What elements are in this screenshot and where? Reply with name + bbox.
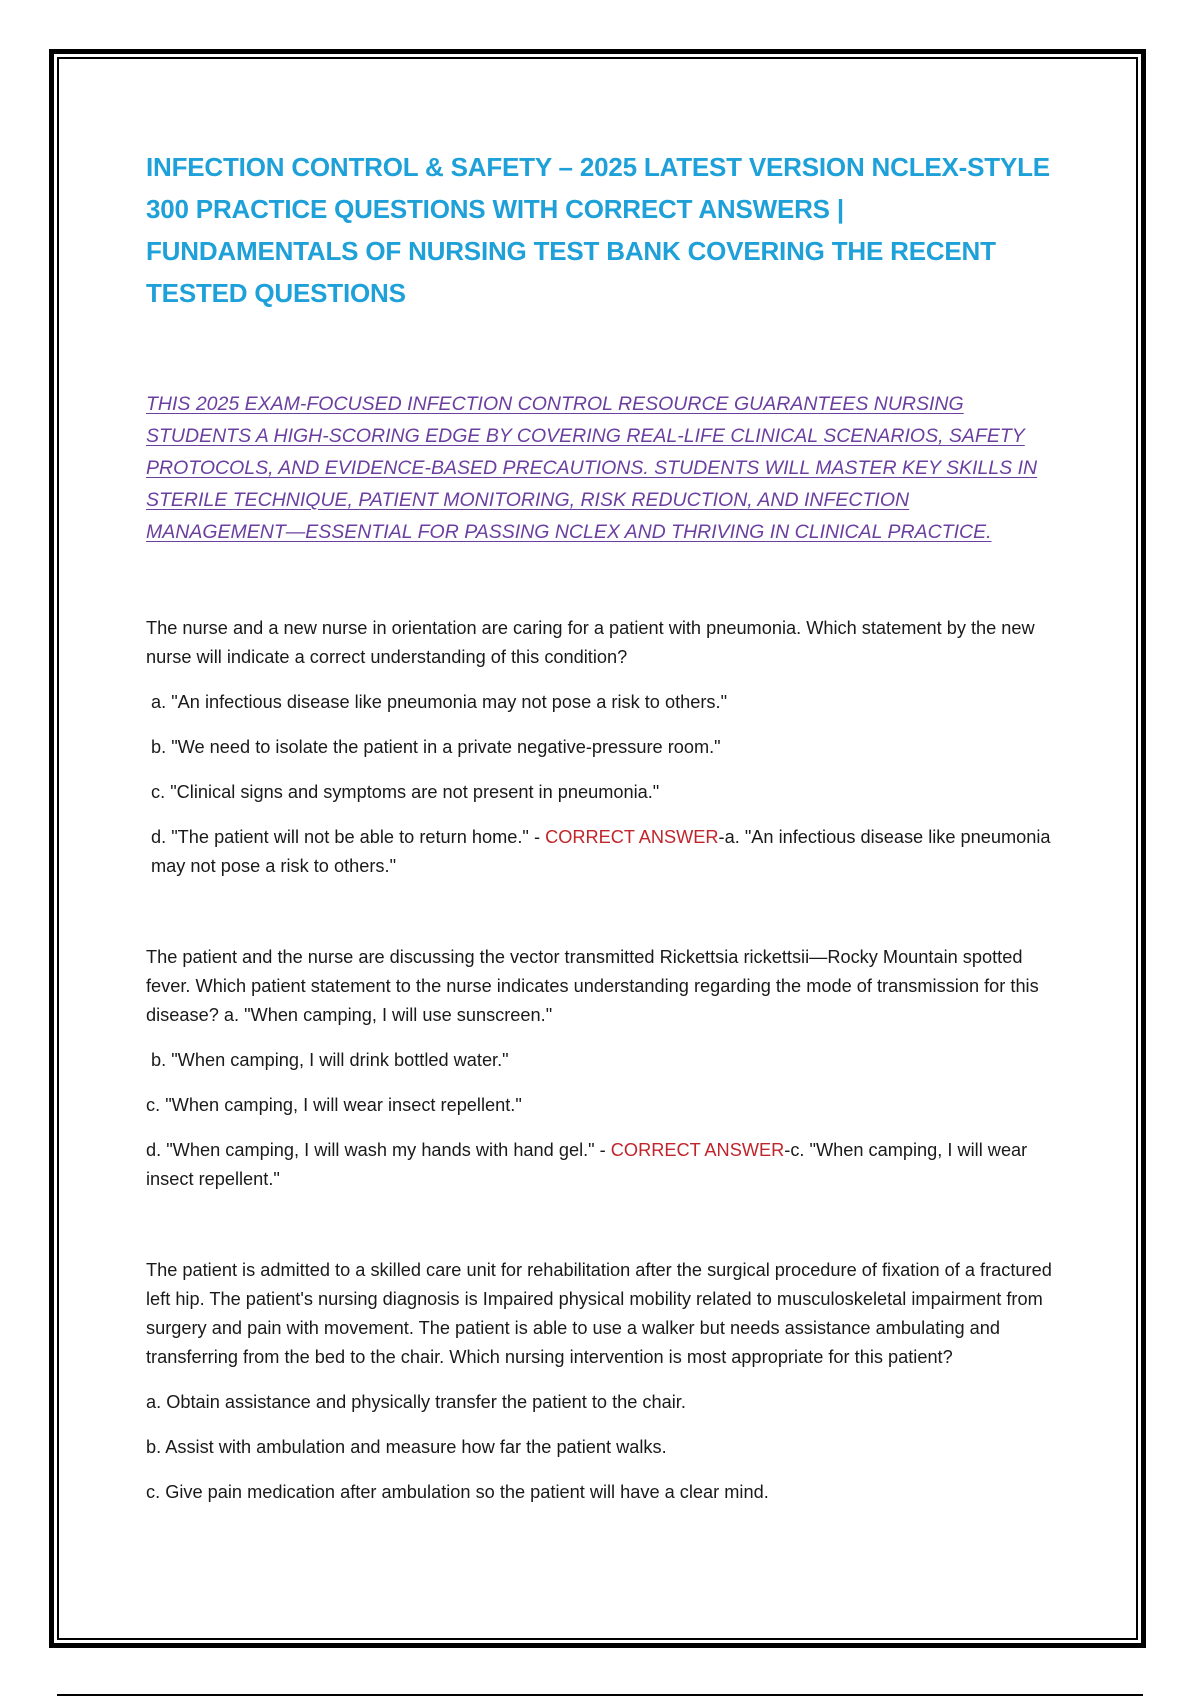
- option-b: b. Assist with ambulation and measure how far the patient walks.: [146, 1437, 667, 1457]
- option-d-with-answer: [146, 823, 1061, 881]
- footer-rule: [57, 1694, 1143, 1696]
- document-content: [146, 146, 1061, 1523]
- option-a: a. Obtain assistance and physically transfer the patient to the chair.: [146, 1392, 686, 1412]
- question-1: [146, 614, 1061, 881]
- question-stem: The nurse and a new nurse in orientation are caring for a patient with pneumonia. Which statement by the new nurse will indicate a correct understanding of this condition?: [146, 618, 1035, 667]
- correct-answer-label: CORRECT ANSWER: [545, 827, 719, 847]
- option-d-with-answer: [146, 1136, 1061, 1194]
- option-c: c. "Clinical signs and symptoms are not present in pneumonia.": [151, 782, 660, 802]
- option-b: b. "When camping, I will drink bottled water.": [151, 1050, 509, 1070]
- question-stem: The patient and the nurse are discussing the vector transmitted Rickettsia rickettsii—Rocky Mountain spotted fever. Which patient statement to the nurse indicates understanding regarding the mode of transmission for this disease? a. "When camping, I will use sunscreen.": [146, 947, 1039, 1025]
- question-stem: The patient is admitted to a skilled care unit for rehabilitation after the surgical procedure of fixation of a fractured left hip. The patient's nursing diagnosis is Impaired physical mobility related to musculoskeletal impairment from surgery and pain with movement. The patient is able to use a walker but needs assistance ambulating and transferring from the bed to the chair. Which nursing intervention is most appropriate for this patient?: [146, 1260, 1052, 1367]
- document-title: INFECTION CONTROL & SAFETY – 2025 LATEST VERSION NCLEX-STYLE 300 PRACTICE QUESTIONS WITH CORRECT ANSWERS | FUNDAMENTALS OF NURSING TEST BANK COVERING THE RECENT TESTED QUESTIONS: [146, 152, 1050, 308]
- correct-answer-label: CORRECT ANSWER: [610, 1140, 785, 1160]
- correct-answer-text: -c. "When camping, I will wear insect repellent.": [146, 1140, 1028, 1189]
- question-2: [146, 943, 1061, 1194]
- question-3: [146, 1256, 1061, 1507]
- option-d: d. "When camping, I will wash my hands with hand gel." -: [146, 1140, 611, 1160]
- option-a: a. "An infectious disease like pneumonia may not pose a risk to others.": [151, 692, 728, 712]
- correct-answer-text: -a. "An infectious disease like pneumonia may not pose a risk to others.": [151, 827, 1051, 876]
- option-c: c. Give pain medication after ambulation so the patient will have a clear mind.: [146, 1482, 769, 1502]
- option-d: d. "The patient will not be able to return home." -: [151, 827, 546, 847]
- option-b: b. "We need to isolate the patient in a private negative-pressure room.": [151, 737, 721, 757]
- option-c: c. "When camping, I will wear insect repellent.": [146, 1095, 522, 1115]
- document-subtitle: THIS 2025 EXAM-FOCUSED INFECTION CONTROL RESOURCE GUARANTEES NURSING STUDENTS A HIGH-SCORING EDGE BY COVERING REAL-LIFE CLINICAL SCENARIOS, SAFETY PROTOCOLS, AND EVIDENCE-BASED PRECAUTIONS. STUDENTS WILL MASTER KEY SKILLS IN STERILE TECHNIQUE, PATIENT MONITORING, RISK REDUCTION, AND INFECTION MANAGEMENT—ESSENTIAL FOR PASSING NCLEX AND THRIVING IN CLINICAL PRACTICE.: [146, 393, 1038, 543]
